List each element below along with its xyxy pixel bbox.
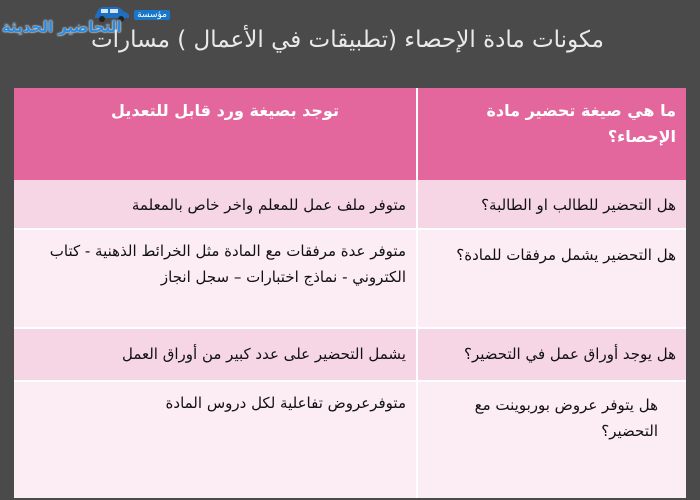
table-row	[14, 180, 686, 228]
question-cell: هل التحضير يشمل مرفقات للمادة؟	[416, 230, 686, 327]
question-cell: هل يتوفر عروض بوربوينت مع التحضير؟	[416, 382, 686, 498]
logo-small-label: مؤسسة	[134, 10, 170, 20]
answer-cell: يشمل التحضير على عدد كبير من أوراق العمل	[121, 345, 406, 363]
answer-cell: متوفرعروض تفاعلية لكل دروس المادة	[165, 394, 406, 412]
row-divider	[14, 327, 686, 329]
table-row	[14, 230, 686, 327]
question-cell: هل يوجد أوراق عمل في التحضير؟	[416, 329, 686, 380]
logo-main-label: التحاضير الحديثة	[2, 18, 122, 36]
table-row	[14, 329, 686, 380]
slide-title: مكونات مادة الإحصاء (تطبيقات في الأعمال ) مسارات	[90, 27, 604, 53]
row-divider	[14, 380, 686, 382]
table-row	[14, 382, 686, 498]
header-question-cell: ما هي صيغة تحضير مادة الإحصاء؟	[416, 88, 686, 180]
header-answer-cell: توجد بصيغة ورد قابل للتعديل	[111, 101, 339, 120]
info-table	[14, 88, 686, 498]
question-cell: هل التحضير للطالب او الطالبة؟	[416, 180, 686, 228]
answer-cell: متوفر عدة مرفقات مع المادة مثل الخرائط الذهنية - كتاب الكتروني - نماذج اختبارات – سجل انجاز	[49, 242, 406, 286]
answer-cell: متوفر ملف عمل للمعلم واخر خاص بالمعلمة	[131, 196, 406, 214]
row-divider	[14, 228, 686, 230]
table-header-row	[14, 88, 686, 180]
